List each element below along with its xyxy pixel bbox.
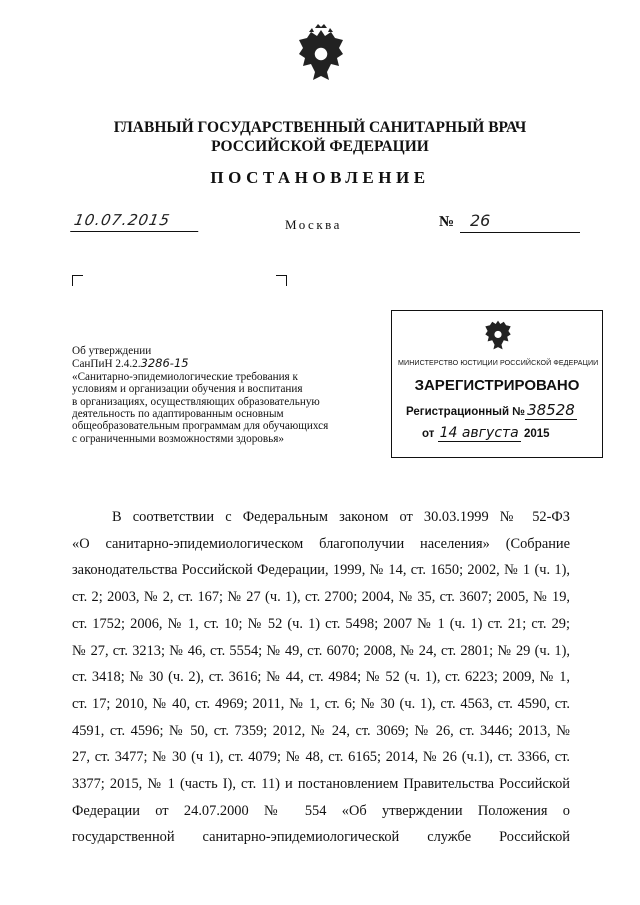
body-line: ст. 3418; № 30 (ч. 2), ст. 3616; № 44, ст. 4984; № 52 (ч. 1), ст. 6223; 2009, № 1, [72, 669, 570, 686]
stamp-date-year: 2015 [523, 428, 550, 440]
body-line: государственной санитарно-эпидемиологической службе Российской [72, 829, 570, 846]
document-number: 26 [460, 211, 580, 233]
authority-line-2: РОССИЙСКОЙ ФЕДЕРАЦИИ [211, 138, 429, 155]
body-line: 27, ст. 3477; № 30 (ч 1), ст. 4079; № 48, ст. 6165; 2014, № 26 (ч.1), ст. 3366, ст. [72, 749, 570, 766]
registration-stamp [391, 310, 603, 458]
document-date: 10.07.2015 [70, 211, 202, 232]
document-city: Москва [285, 217, 342, 232]
body-line: В соответствии с Федеральным законом от 30.03.1999 № 52-ФЗ [112, 509, 570, 525]
subject-line: Об утверждении [72, 345, 152, 357]
subject-corner-left [72, 275, 83, 286]
body-line: ст. 1752; 2006, № 1, ст. 10; № 52 (ч. 1) ст. 5498; 2007 № 1 (ч. 1) ст. 21; ст. 29; [72, 615, 570, 632]
stamp-date-value: 14 августа [439, 425, 519, 441]
body-line: № 27, ст. 3213; № 46, ст. 5554; № 49, ст. 6070; 2008, № 24, ст. 2801; № 29 (ч. 1), [72, 642, 570, 659]
body-line: 4591, ст. 4596; № 50, ст. 7359; 2012, № 24, ст. 3069; № 26, ст. 3446; 2013, № [72, 722, 570, 739]
stamp-reg-value: 38528 [527, 401, 575, 419]
body-line: законодательства Российской Федерации, 1999, № 14, ст. 1650; 2002, № 1 (ч. 1), [72, 562, 570, 579]
subject-line: «Санитарно-эпидемиологические требования к [72, 370, 298, 383]
body-line: ст. 17; 2010, № 40, ст. 4969; 2011, № 1, ст. 6; № 30 (ч. 1), ст. 4563, ст. 4590, ст. [72, 695, 570, 712]
body-line: Федерации от 24.07.2000 № 554 «Об утверждении Положения о [72, 802, 570, 819]
body-line: 3377; 2015, № 1 (часть I), ст. 11) и постановлением Правительства Российской [72, 776, 570, 793]
subject-line: в организациях, осуществляющих образовательную [72, 395, 320, 408]
subject-line: общеобразовательным программам для обучающихся [72, 420, 329, 433]
subject-line: деятельность по адаптированным основным [72, 408, 284, 421]
stamp-date-label: от [422, 428, 435, 440]
body-line: ст. 2; 2003, № 2, ст. 167; № 27 (ч. 1), ст. 2700; 2004, № 35, ст. 3607; 2005, № 19, [72, 589, 570, 606]
sanpin-code-printed: СанПиН 2.4.2. [72, 358, 141, 371]
document-body [72, 504, 570, 851]
stamp-registration-number [406, 401, 577, 419]
subject-line [72, 357, 402, 370]
number-prefix: № [439, 214, 455, 230]
stamp-ministry: МИНИСТЕРСТВО ЮСТИЦИИ РОССИЙСКОЙ ФЕДЕРАЦИИ [398, 359, 599, 367]
stamp-emblem-icon [483, 317, 513, 353]
subject-line: с ограниченными возможностями здоровья» [72, 432, 284, 445]
subject-line: условиям и организации обучения и воспитания [72, 383, 303, 396]
state-emblem-icon [295, 24, 347, 86]
issuing-authority [0, 118, 640, 156]
stamp-reg-label: Регистрационный № [406, 406, 526, 418]
authority-line-1: ГЛАВНЫЙ ГОСУДАРСТВЕННЫЙ САНИТАРНЫЙ ВРАЧ [113, 119, 527, 136]
document-type-title: ПОСТАНОВЛЕНИЕ [210, 168, 430, 187]
document-subject [72, 345, 402, 445]
sanpin-code-handwritten: 3286-15 [140, 356, 189, 371]
body-line: «О санитарно-эпидемиологическом благополучии населения» (Собрание [72, 535, 570, 552]
subject-corner-right [276, 275, 287, 286]
stamp-registration-date [422, 425, 550, 441]
stamp-registered: ЗАРЕГИСТРИРОВАНО [414, 377, 580, 394]
